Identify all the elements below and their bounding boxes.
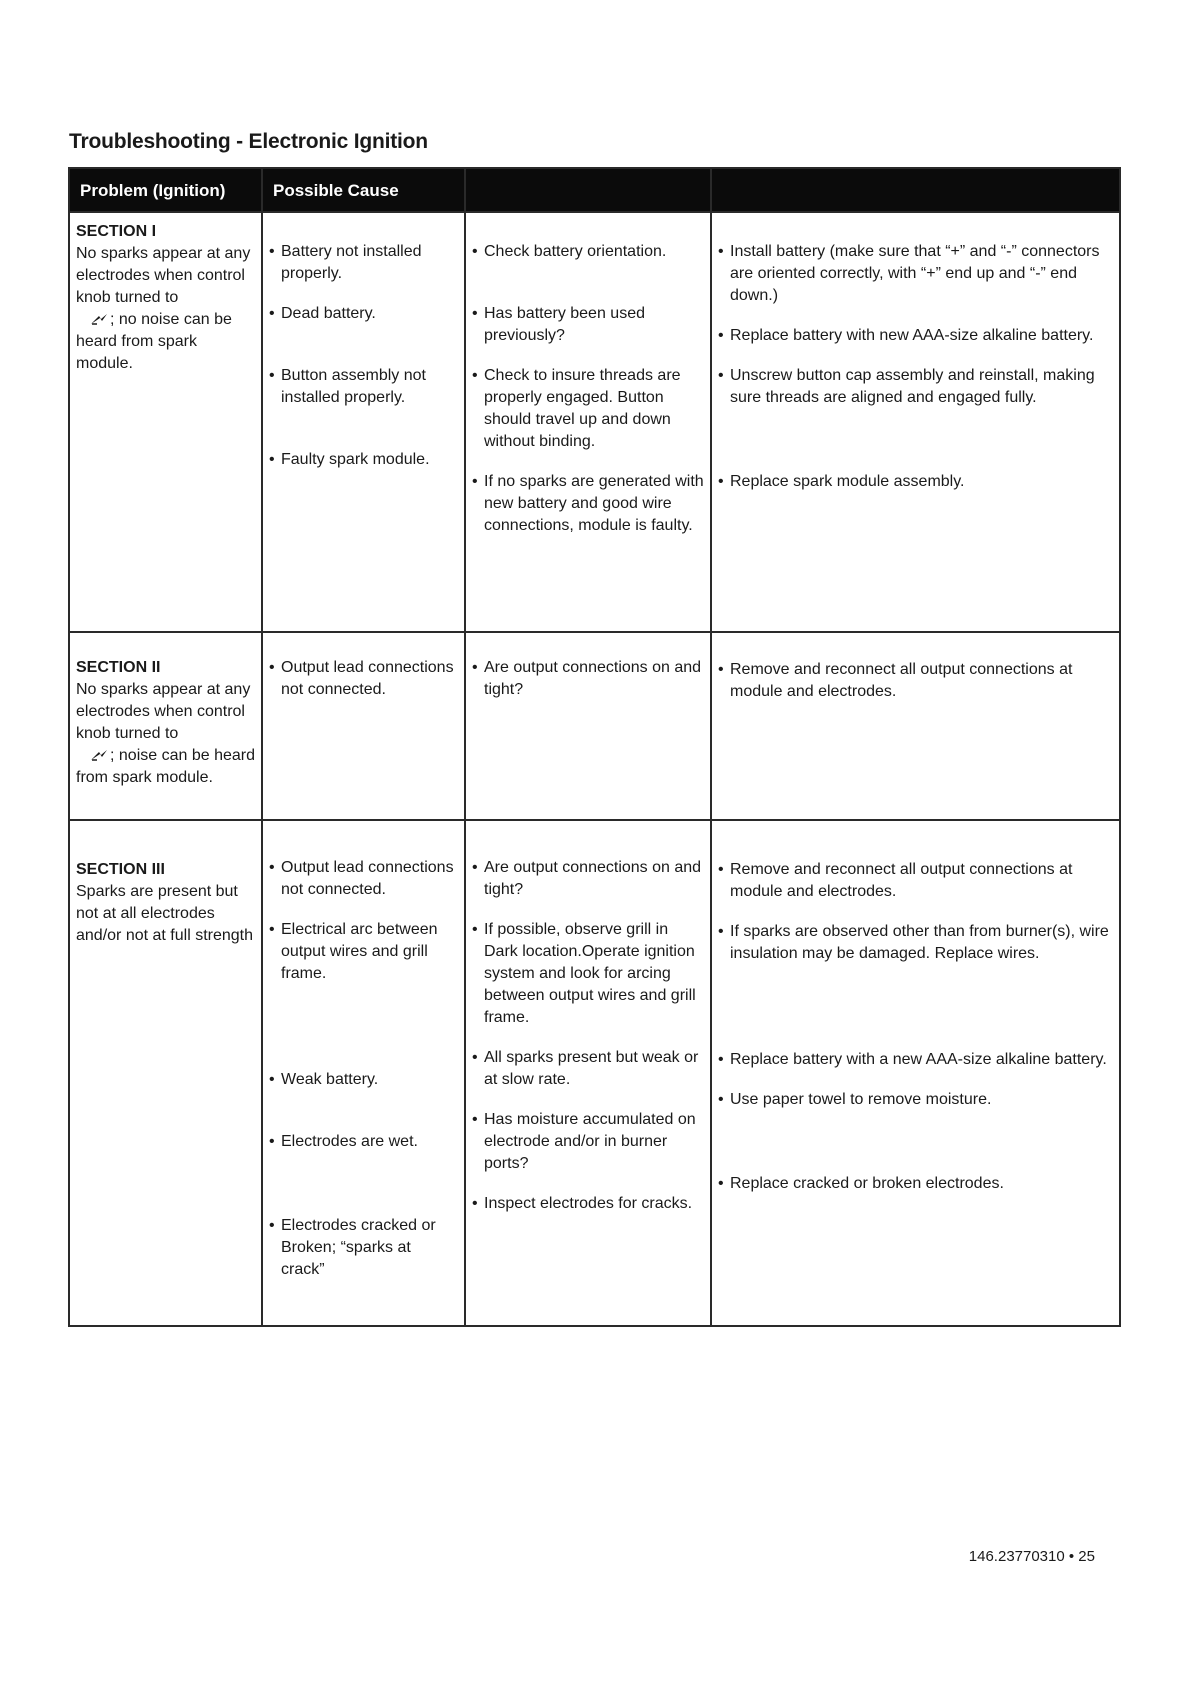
table-row-section-1 bbox=[69, 212, 1120, 632]
fix-item: • Install battery (make sure that “+” and “-” connectors are oriented correctly, with “+” end up and “-” end down.) bbox=[718, 241, 1113, 307]
fix-cell-section-3 bbox=[711, 820, 1120, 1326]
cause-cell-section-1 bbox=[262, 212, 465, 632]
cause-item: • Electrodes cracked or Broken; “sparks at crack” bbox=[269, 1215, 458, 1281]
header-blank-fix bbox=[711, 168, 1120, 212]
fix-item: • Replace battery with a new AAA-size alkaline battery. bbox=[718, 1049, 1113, 1071]
cause-cell-section-2 bbox=[262, 632, 465, 820]
section-title: SECTION I bbox=[76, 223, 157, 240]
fix-item: • Replace battery with new AAA-size alkaline battery. bbox=[718, 325, 1113, 347]
problem-description-text-2: ; noise can be heard from spark module. bbox=[76, 747, 255, 786]
problem-cell-section-1 bbox=[69, 212, 262, 632]
section-title: SECTION II bbox=[76, 659, 161, 676]
problem-description bbox=[76, 679, 255, 789]
header-problem: Problem (Ignition) bbox=[69, 168, 262, 212]
header-blank-check bbox=[465, 168, 711, 212]
check-item: • Check to insure threads are properly engaged. Button should travel up and down without binding. bbox=[472, 365, 704, 453]
cause-item: • Button assembly not installed properly. bbox=[269, 365, 458, 409]
problem-cell-section-2 bbox=[69, 632, 262, 820]
check-item: • Are output connections on and tight? bbox=[472, 857, 704, 901]
cause-item: • Battery not installed properly. bbox=[269, 241, 458, 285]
cause-cell-section-3 bbox=[262, 820, 465, 1326]
table-row-section-2 bbox=[69, 632, 1120, 820]
fix-item: • Replace spark module assembly. bbox=[718, 471, 1113, 493]
fix-item: • Remove and reconnect all output connections at module and electrodes. bbox=[718, 859, 1113, 903]
check-item: • Inspect electrodes for cracks. bbox=[472, 1193, 704, 1215]
cause-item: • Dead battery. bbox=[269, 303, 458, 325]
check-item: • Has battery been used previously? bbox=[472, 303, 704, 347]
table-row-section-3 bbox=[69, 820, 1120, 1326]
check-cell-section-3 bbox=[465, 820, 711, 1326]
fix-item: • Unscrew button cap assembly and reinstall, making sure threads are aligned and engaged fully. bbox=[718, 365, 1113, 409]
check-item: • If no sparks are generated with new battery and good wire connections, module is faulty. bbox=[472, 471, 704, 537]
fix-item: • Replace cracked or broken electrodes. bbox=[718, 1173, 1113, 1195]
problem-description: Sparks are present but not at all electrodes and/or not at full strength bbox=[76, 883, 253, 944]
fix-item: • If sparks are observed other than from burner(s), wire insulation may be damaged. Replace wires. bbox=[718, 921, 1113, 965]
check-item: • All sparks present but weak or at slow rate. bbox=[472, 1047, 704, 1091]
fix-item: • Use paper towel to remove moisture. bbox=[718, 1089, 1113, 1111]
fix-item: • Remove and reconnect all output connections at module and electrodes. bbox=[718, 659, 1113, 703]
table-header-row bbox=[69, 168, 1120, 212]
section-title: SECTION III bbox=[76, 861, 165, 878]
problem-description-text-2: ; no noise can be heard from spark module. bbox=[76, 311, 232, 372]
problem-description-text: No sparks appear at any electrodes when control knob turned to bbox=[76, 681, 251, 742]
header-possible-cause: Possible Cause bbox=[262, 168, 465, 212]
spark-ignite-icon bbox=[90, 313, 108, 325]
spark-ignite-icon bbox=[90, 749, 108, 761]
cause-item: • Output lead connections not connected. bbox=[269, 657, 458, 701]
check-cell-section-2 bbox=[465, 632, 711, 820]
cause-item: • Faulty spark module. bbox=[269, 449, 458, 471]
fix-cell-section-1 bbox=[711, 212, 1120, 632]
troubleshooting-table bbox=[68, 167, 1121, 1327]
page-number-footer: 146.23770310 • 25 bbox=[968, 1548, 1095, 1565]
check-item: • Has moisture accumulated on electrode and/or in burner ports? bbox=[472, 1109, 704, 1175]
problem-description bbox=[76, 243, 255, 375]
check-cell-section-1 bbox=[465, 212, 711, 632]
cause-item: • Electrodes are wet. bbox=[269, 1131, 458, 1153]
problem-cell-section-3 bbox=[69, 820, 262, 1326]
check-item: • If possible, observe grill in Dark location.Operate ignition system and look for arcing between output wires and grill frame. bbox=[472, 919, 704, 1029]
cause-item: • Weak battery. bbox=[269, 1069, 458, 1091]
check-item: • Check battery orientation. bbox=[472, 241, 704, 263]
page-title: Troubleshooting - Electronic Ignition bbox=[69, 130, 428, 153]
problem-description-text: No sparks appear at any electrodes when control knob turned to bbox=[76, 245, 251, 306]
cause-item: • Output lead connections not connected. bbox=[269, 857, 458, 901]
fix-cell-section-2 bbox=[711, 632, 1120, 820]
check-item: • Are output connections on and tight? bbox=[472, 657, 704, 701]
cause-item: • Electrical arc between output wires and grill frame. bbox=[269, 919, 458, 985]
